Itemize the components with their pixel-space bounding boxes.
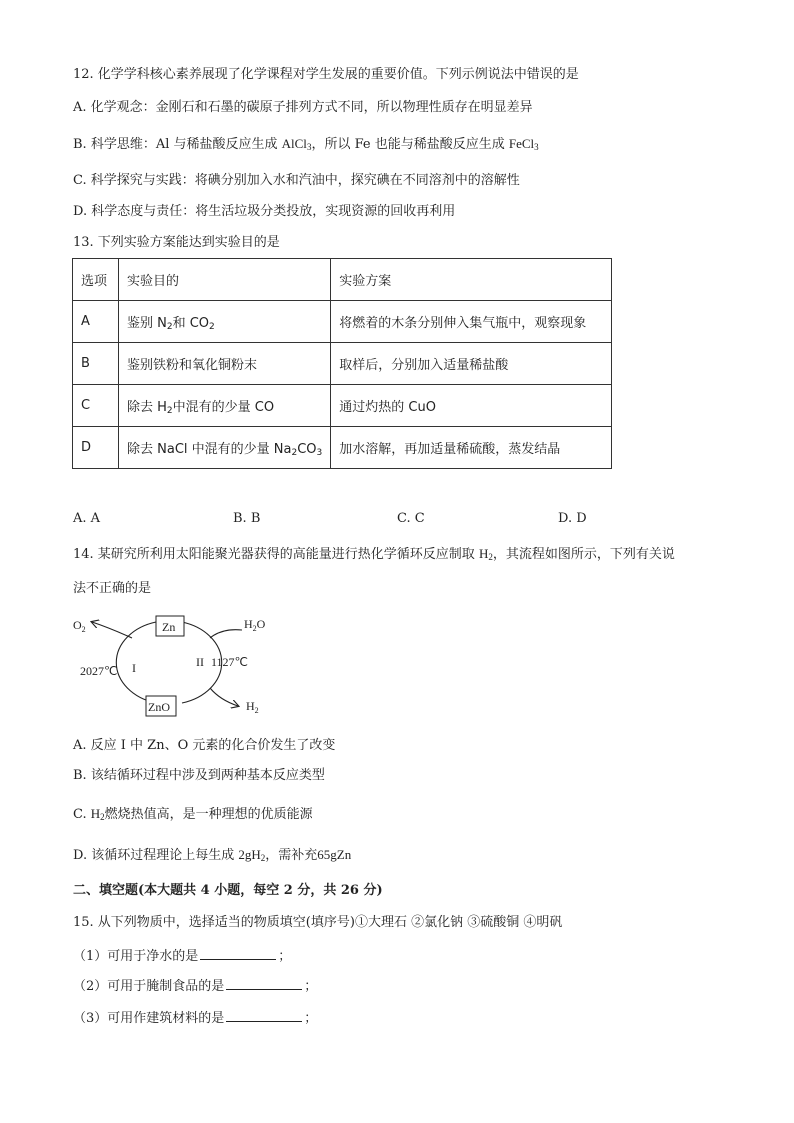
header-plan: 实验方案 [331, 259, 612, 301]
formula-alcl3: AlCl$_3$ [281, 136, 312, 152]
answer-blank[interactable] [226, 1008, 302, 1022]
row-plan: 将燃着的木条分别伸入集气瓶中，观察现象 [331, 301, 612, 343]
q14-stem-line1: 14. 某研究所利用太阳能聚光器获得的高能量进行热化学循环反应制取 $H_2$，其流程如图所示，下列有关说 [73, 546, 675, 562]
q13-answer-d: D. D [558, 511, 587, 526]
temp-right-label: 1127℃ [211, 655, 249, 669]
experiment-table [72, 258, 612, 469]
q12-option-a: A. 化学观念：金刚石和石墨的碳原子排列方式不同，所以物理性质存在明显差异 [73, 100, 533, 115]
q13-answer-b: B. B [233, 511, 261, 526]
q12-option-b-text: B. 科学思维：Al 与稀盐酸反应生成 [73, 137, 278, 152]
row-option: D [73, 427, 119, 469]
zn-label: Zn [162, 620, 176, 634]
row-plan: 加水溶解，再加适量稀硫酸，蒸发结晶 [331, 427, 612, 469]
o2-label: $O_2$ [73, 618, 86, 634]
temp-left-label: 2027℃ [80, 664, 118, 678]
row-goal: 除去 NaCl 中混有的少量 $Na_2CO_3$ [119, 427, 331, 469]
section-heading: 二、填空题(本大题共 4 小题，每空 2 分，共 26 分) [73, 883, 383, 898]
q15-part-3: （3）可用作建筑材料的是 ； [73, 1008, 317, 1028]
table-row [73, 385, 612, 427]
formula-65gzn: 65gZn [317, 847, 352, 862]
row-option: A [73, 301, 119, 343]
row-plan: 通过灼热的 CuO [331, 385, 612, 427]
q12-option-b-mid: ，所以 Fe 也能与稀盐酸反应生成 [311, 137, 505, 152]
formula-fecl3: FeCl$_3$ [508, 136, 539, 152]
q13-answer-a: A. A [73, 511, 101, 526]
row-plan: 取样后，分别加入适量稀盐酸 [331, 343, 612, 385]
answer-blank[interactable] [200, 946, 276, 960]
row-goal: 鉴别 $N_2$和 $CO_2$ [119, 301, 331, 343]
q14-stem-line2: 法不正确的是 [73, 581, 152, 596]
header-goal: 实验目的 [119, 259, 331, 301]
q14-option-a: A. 反应 I 中 Zn、O 元素的化合价发生了改变 [73, 738, 336, 753]
q14-option-d: D. 该循环过程理论上每生成 $2gH_2$，需补充65gZn [73, 847, 352, 863]
q12-option-c: C. 科学探究与实践：将碘分别加入水和汽油中，探究碘在不同溶剂中的溶解性 [73, 173, 520, 188]
row-goal: 鉴别铁粉和氧化铜粉末 [119, 343, 331, 385]
answer-blank[interactable] [226, 976, 302, 990]
h2o-arrow [210, 630, 242, 638]
q12-stem: 12. 化学学科核心素养展现了化学课程对学生发展的重要价值。下列示例说法中错误的是 [73, 67, 579, 82]
q12-option-d: D. 科学态度与责任：将生活垃圾分类投放，实现资源的回收再利用 [73, 204, 456, 219]
q13-stem: 13. 下列实验方案能达到实验目的是 [73, 235, 280, 250]
reaction-ii-label: II [196, 655, 204, 669]
header-option: 选项 [73, 259, 119, 301]
table-row [73, 343, 612, 385]
row-option: B [73, 343, 119, 385]
formula-h2: $H_2$ [478, 546, 493, 562]
q14-option-c: C. $H_2$燃烧热值高，是一种理想的优质能源 [73, 806, 313, 822]
formula-h2: $H_2$ [90, 806, 105, 822]
h2-label: $H_2$ [246, 699, 259, 715]
o2-arrow [92, 622, 132, 638]
h2o-label: $H_2O$ [244, 617, 266, 633]
reaction-i-label: I [132, 661, 136, 675]
row-goal: 除去 $H_2$中混有的少量 CO [119, 385, 331, 427]
thermochemical-cycle-diagram [70, 608, 290, 723]
h2-arrow [210, 688, 238, 706]
row-option: C [73, 385, 119, 427]
q14-option-b: B. 该结循环过程中涉及到两种基本反应类型 [73, 768, 325, 783]
formula-2gh2: $2gH_2$ [238, 847, 266, 863]
q13-answer-c: C. C [397, 511, 425, 526]
table-row [73, 427, 612, 469]
zno-label: ZnO [148, 700, 170, 714]
table-row [73, 301, 612, 343]
q12-option-b [73, 135, 539, 154]
table-header-row [73, 259, 612, 301]
q15-stem: 15. 从下列物质中，选择适当的物质填空(填序号)①大理石 ②氯化钠 ③硫酸铜 ④明矾 [73, 915, 563, 930]
q15-part-1: （1）可用于净水的是 ； [73, 946, 291, 966]
q15-part-2: （2）可用于腌制食品的是 ； [73, 976, 317, 996]
